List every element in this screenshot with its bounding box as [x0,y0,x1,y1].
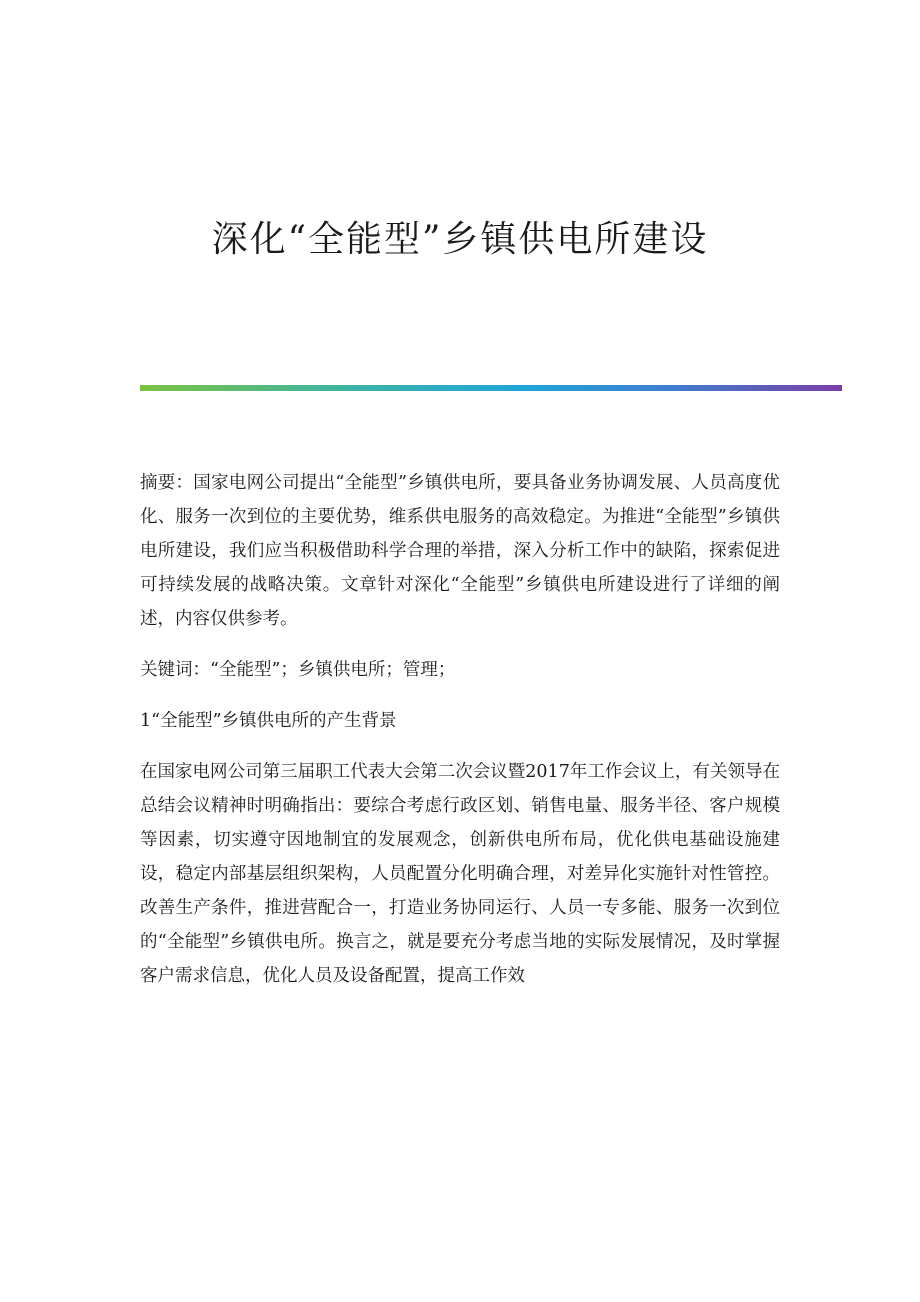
title-divider [140,385,842,391]
document-title: 深化“全能型”乡镇供电所建设 [211,219,709,260]
keywords-line: 关键词：“全能型”；乡镇供电所；管理； [140,660,456,680]
document-body [140,466,780,993]
section-paragraph: 在国家电网公司第三届职工代表大会第二次会议暨2017年工作会议上，有关领导在总结会议精神时明确指出：要综合考虑行政区划、销售电量、服务半径、客户规模等因素，切实遵守因地制宜的发展观念，创新供电所布局，优化供电基础设施建设，稳定内部基层组织架构，人员配置分化明确合理，对差异化实施针对性管控。改善生产条件，推进营配合一，打造业务协同运行、人员一专多能、服务一次到位的“全能型”乡镇供电所。换言之，就是要充分考虑当地的实际发展情况，及时掌握客户需求信息，优化人员及设备配置，提高工作效 [140,762,780,986]
section-heading: 1“全能型”乡镇供电所的产生背景 [140,711,397,731]
abstract-paragraph: 摘要：国家电网公司提出“全能型”乡镇供电所，要具备业务协调发展、人员高度优化、服务一次到位的主要优势，维系供电服务的高效稳定。为推进“全能型”乡镇供电所建设，我们应当积极借助科学合理的举措，深入分析工作中的缺陷，探索促进可持续发展的战略决策。文章针对深化“全能型”乡镇供电所建设进行了详细的阐述，内容仅供参考。 [140,473,780,629]
